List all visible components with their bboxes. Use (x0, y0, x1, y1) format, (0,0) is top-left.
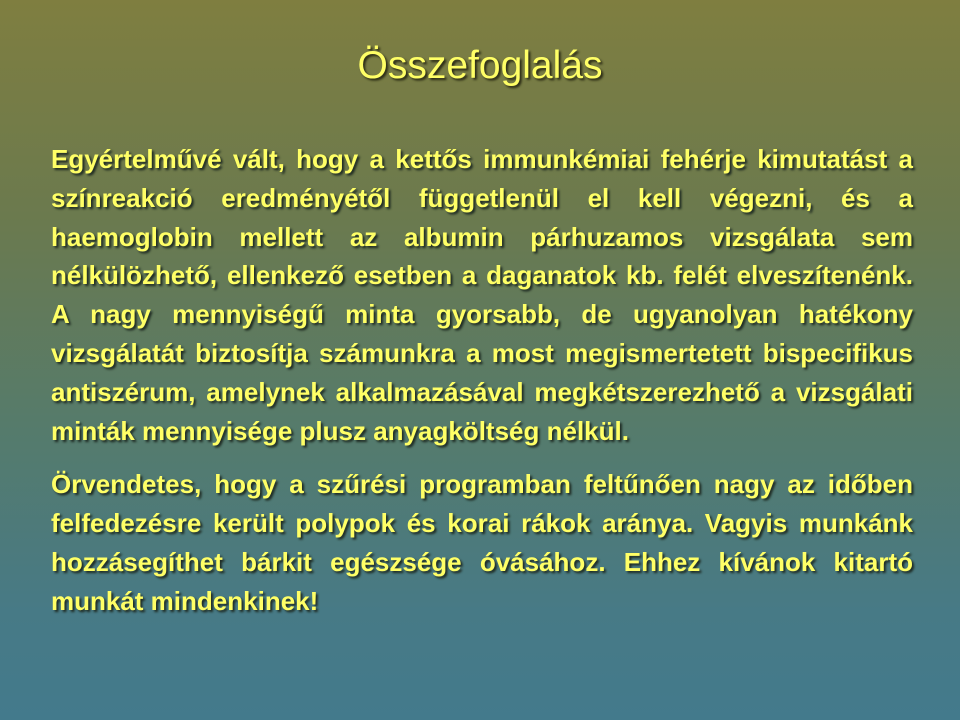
slide-body (51, 140, 913, 621)
body-paragraph-1: Egyértelművé vált, hogy a kettős immunkémiai fehérje kimutatást a színreakció eredményétől függetlenül el kell végezni, és a haemoglobin mellett az albumin párhuzamos vizsgálata sem nélkülözhető, ellenkező esetben a daganatok kb. felét elveszítenénk. A nagy mennyiségű minta gyorsabb, de ugyanolyan hatékony vizsgálatát biztosítja számunkra a most megismertetett bispecifikus antiszérum, amelynek alkalmazásával megkétszerezhető a vizsgálati minták mennyisége plusz anyagköltség nélkül. (51, 144, 913, 446)
body-paragraph-2: Örvendetes, hogy a szűrési programban feltűnően nagy az időben felfedezésre került polypok és korai rákok aránya. Vagyis munkánk hozzásegíthet bárkit egészsége óvásához. Ehhez kívánok kitartó munkát mindenkinek! (51, 469, 913, 616)
slide-title: Összefoglalás (357, 44, 603, 87)
